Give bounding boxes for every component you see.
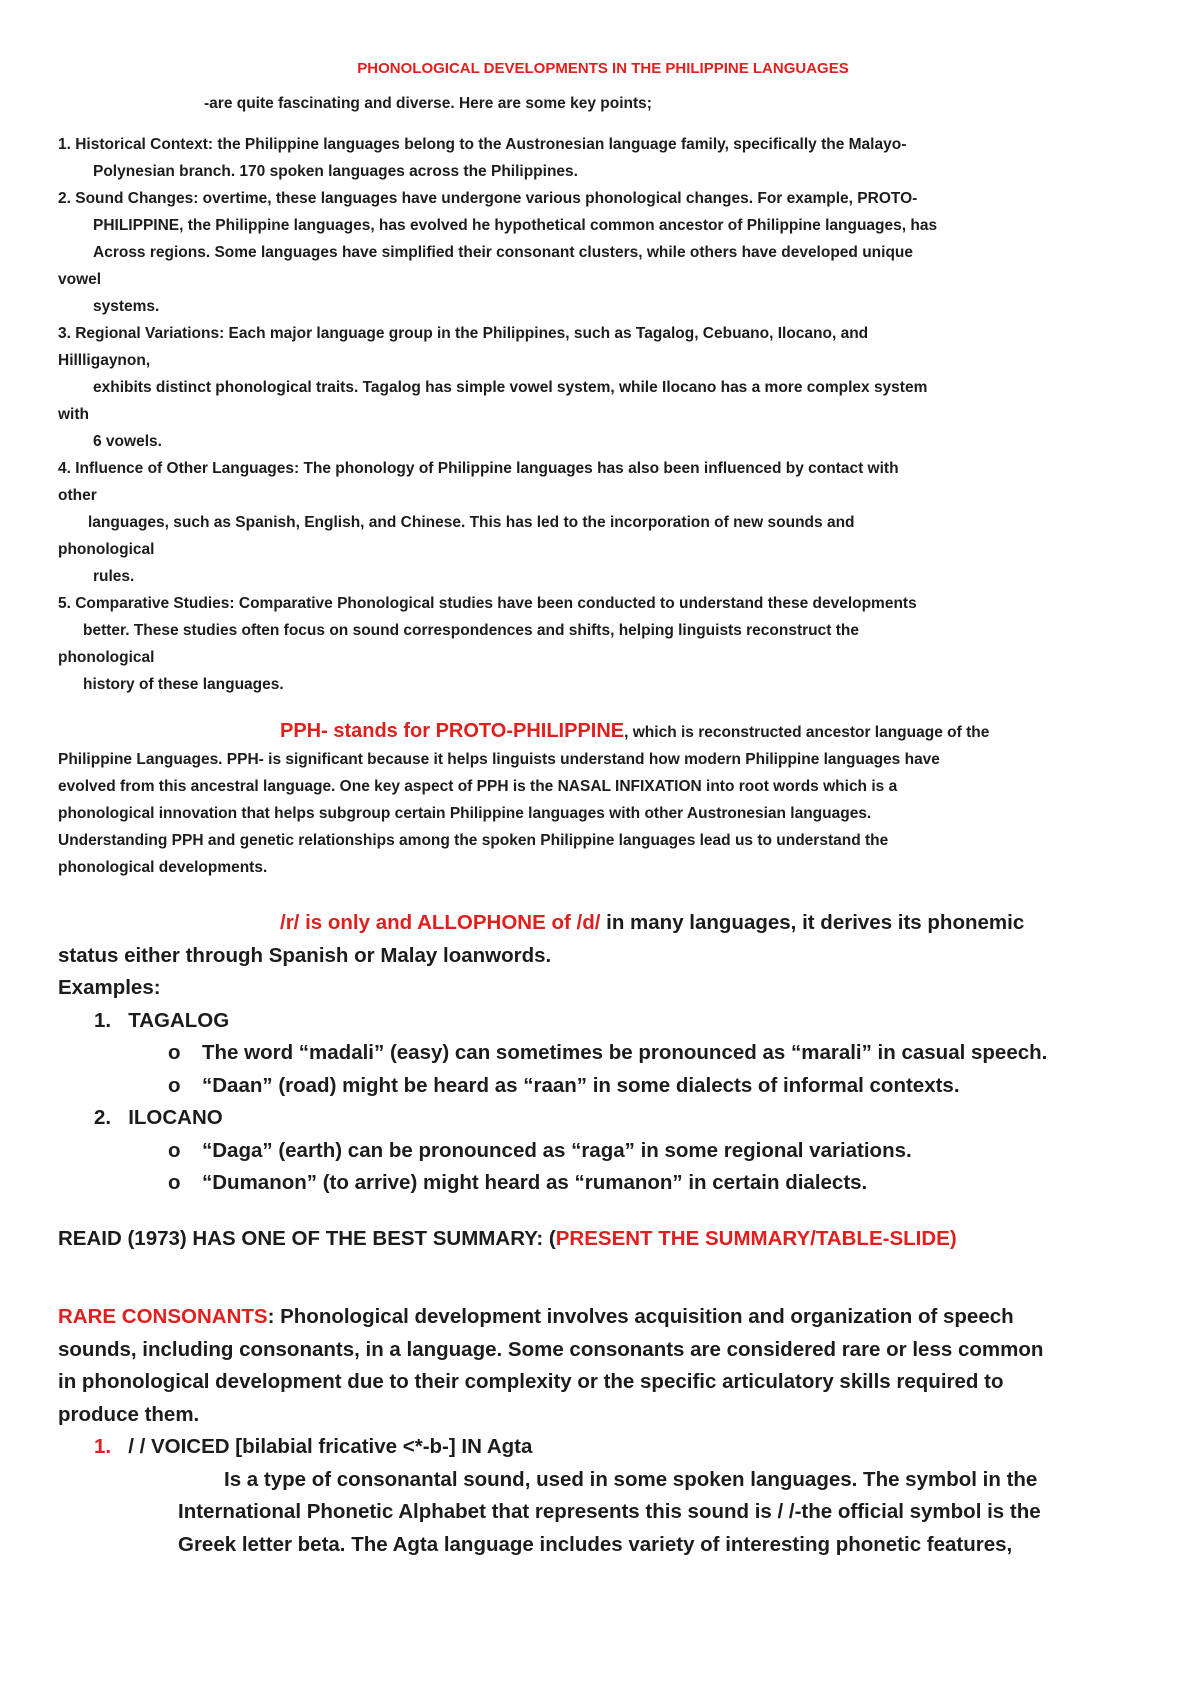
rare-line: produce them. [58, 1402, 200, 1426]
example-bullet [58, 1070, 1148, 1103]
rare-item [58, 1431, 1148, 1464]
point-line: 1. Historical Context: the Philippine languages belong to the Austronesian language family, specifically the Malayo- [58, 136, 907, 153]
rare-desc-line: Greek letter beta. The Agta language includes variety of interesting phonetic features, [178, 1532, 1013, 1556]
pph-line: phonological developments. [58, 859, 268, 876]
pph-line: evolved from this ancestral language. One key aspect of PPH is the NASAL INFIXATION into root words which is a [58, 778, 898, 795]
point-line: 6 vowels. [93, 433, 162, 450]
pph-line: Philippine Languages. PPH- is significant because it helps linguists understand how modern Philippine languages have [58, 751, 940, 768]
allophone-lead-line [58, 907, 1148, 940]
point-4 [58, 455, 1148, 590]
reaid-text: REAID (1973) HAS ONE OF THE BEST SUMMARY: ( [58, 1226, 556, 1250]
example-bullet [58, 1167, 1148, 1200]
allophone-heading: /r/ is only and ALLOPHONE of /d/ [280, 911, 601, 934]
point-1 [58, 131, 1148, 185]
rare-desc-line: International Phonetic Alphabet that represents this sound is / /-the official symbol is the [178, 1500, 1041, 1523]
rare-item-text: / / VOICED [bilabial fricative <*-b-] IN Agta [128, 1435, 533, 1458]
rare-lead-rest: : Phonological development involves acquisition and organization of speech [267, 1305, 1014, 1328]
point-line: phonological [58, 541, 155, 558]
point-line: with [58, 406, 89, 423]
example-text: “Dumanon” (to arrive) might heard as “rumanon” in certain dialects. [202, 1171, 868, 1194]
rare-consonants-section [58, 1301, 1148, 1561]
point-line: 4. Influence of Other Languages: The phonology of Philippine languages has also been influenced by contact with [58, 460, 899, 477]
reaid-summary-line [58, 1223, 1148, 1256]
point-line: phonological [58, 649, 155, 666]
bullet-circle-icon: o [168, 1073, 181, 1097]
pph-lead-rest: , which is reconstructed ancestor language of the [624, 724, 990, 741]
point-line: Across regions. Some languages have simplified their consonant clusters, while others have developed unique [93, 244, 913, 261]
point-2 [58, 185, 1148, 320]
rare-line: sounds, including consonants, in a language. Some consonants are considered rare or less common [58, 1337, 1044, 1361]
intro-line: -are quite fascinating and diverse. Here are some key points; [204, 95, 652, 112]
point-line: Polynesian branch. 170 spoken languages across the Philippines. [93, 163, 578, 180]
pph-section [58, 718, 1148, 881]
rare-item-number: 1. [94, 1435, 112, 1458]
example-number: 1. [94, 1008, 112, 1032]
point-line: languages, such as Spanish, English, and Chinese. This has led to the incorporation of new sounds and [88, 514, 855, 531]
bullet-circle-icon: o [168, 1041, 181, 1064]
reaid-red-note: PRESENT THE SUMMARY/TABLE-SLIDE) [555, 1226, 957, 1250]
rare-desc-line [58, 1464, 1148, 1497]
example-text: “Daga” (earth) can be pronounced as “raga” in some regional variations. [202, 1138, 912, 1162]
example-group-tagalog [58, 1005, 1148, 1038]
point-line: rules. [93, 568, 135, 585]
point-line: 3. Regional Variations: Each major language group in the Philippines, such as Tagalog, Cebuano, Ilocano, and [58, 325, 869, 342]
point-line: 2. Sound Changes: overtime, these languages have undergone various phonological changes. For example, PROTO- [58, 190, 918, 207]
example-language: TAGALOG [128, 1008, 230, 1032]
point-line: other [58, 487, 97, 504]
point-line: vowel [58, 271, 102, 288]
rare-lead-line [58, 1301, 1148, 1334]
example-number: 2. [94, 1106, 112, 1129]
example-bullet [58, 1135, 1148, 1168]
example-bullet [58, 1037, 1148, 1070]
allophone-section [58, 907, 1148, 1200]
point-line: systems. [93, 298, 160, 315]
bullet-circle-icon: o [168, 1138, 181, 1162]
point-3 [58, 320, 1148, 455]
document-title: PHONOLOGICAL DEVELOPMENTS IN THE PHILIPPINE LANGUAGES [357, 60, 849, 77]
bullet-circle-icon: o [168, 1171, 181, 1194]
example-text: “Daan” (road) might be heard as “raan” in some dialects of informal contexts. [202, 1073, 960, 1097]
point-line: better. These studies often focus on sound correspondences and shifts, helping linguists reconstruct the [83, 622, 859, 639]
point-line: PHILIPPINE, the Philippine languages, has evolved he hypothetical common ancestor of Philippine languages, has [93, 217, 938, 234]
pph-line: Understanding PPH and genetic relationships among the spoken Philippine languages lead us to understand the [58, 832, 889, 849]
key-points-list [58, 131, 1148, 698]
allophone-lead-rest: in many languages, it derives its phonemic [600, 911, 1025, 934]
rare-desc-text: Is a type of consonantal sound, used in some spoken languages. The symbol in the [224, 1467, 1038, 1491]
pph-heading: PPH- stands for PROTO-PHILIPPINE [280, 720, 625, 742]
rare-heading: RARE CONSONANTS [58, 1305, 268, 1328]
point-5 [58, 590, 1148, 698]
pph-line: phonological innovation that helps subgroup certain Philippine languages with other Austronesian languages. [58, 805, 872, 822]
point-line: exhibits distinct phonological traits. Tagalog has simple vowel system, while Ilocano has a more complex system [93, 379, 928, 396]
example-text: The word “madali” (easy) can sometimes be pronounced as “marali” in casual speech. [202, 1041, 1048, 1064]
pph-lead-line [58, 718, 1148, 746]
point-line: history of these languages. [83, 676, 284, 693]
point-line: 5. Comparative Studies: Comparative Phonological studies have been conducted to understand these developments [58, 595, 917, 612]
allophone-line: status either through Spanish or Malay loanwords. [58, 943, 552, 967]
example-language: ILOCANO [128, 1106, 223, 1129]
examples-label: Examples: [58, 976, 161, 999]
rare-line: in phonological development due to their complexity or the specific articulatory skills required to [58, 1370, 1004, 1393]
point-line: Hillligaynon, [58, 352, 151, 369]
example-group-ilocano [58, 1102, 1148, 1135]
